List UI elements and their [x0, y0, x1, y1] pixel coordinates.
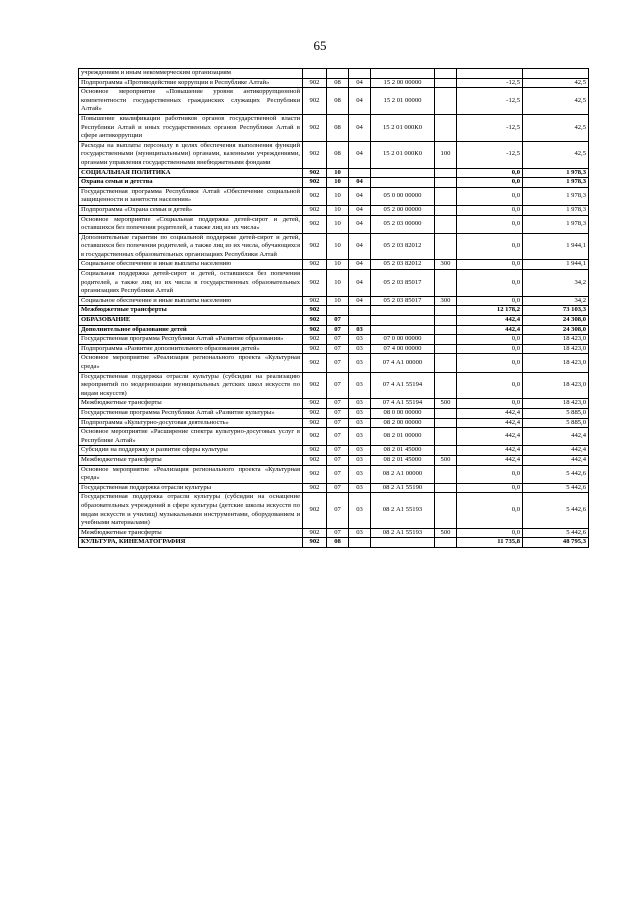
row-amount-total-cell: 73 103,3: [523, 306, 589, 316]
row-target-article-cell: [371, 316, 435, 326]
row-subsection-cell: 03: [349, 465, 371, 483]
row-grbs-cell: 902: [303, 455, 327, 465]
row-grbs-cell: 902: [303, 260, 327, 270]
row-amount-total-cell: 1 944,1: [523, 233, 589, 260]
table-row: [79, 455, 589, 465]
row-grbs-cell: 902: [303, 306, 327, 316]
row-section-cell: [327, 69, 349, 79]
row-subsection-cell: [349, 306, 371, 316]
row-amount-total-cell: 442,4: [523, 428, 589, 446]
row-target-article-cell: [371, 178, 435, 188]
row-target-article-cell: 07 0 00 00000: [371, 335, 435, 345]
row-section-cell: 07: [327, 344, 349, 354]
table-row: [79, 354, 589, 372]
table-row: [79, 344, 589, 354]
row-name-cell: Основное мероприятие «Повышение уровня антикоррупционной компетентности государственных гражданских служащих Республики Алтай»: [79, 88, 303, 115]
row-expense-type-cell: [435, 114, 457, 141]
row-subsection-cell: 03: [349, 354, 371, 372]
row-expense-type-cell: [435, 428, 457, 446]
row-section-cell: 07: [327, 408, 349, 418]
row-section-cell: 07: [327, 316, 349, 326]
row-amount-change-cell: 0,0: [457, 187, 523, 205]
row-amount-total-cell: 5 442,6: [523, 528, 589, 538]
row-amount-total-cell: 1 978,3: [523, 168, 589, 178]
row-subsection-cell: 03: [349, 408, 371, 418]
row-subsection-cell: 03: [349, 493, 371, 528]
row-target-article-cell: 05 2 03 85017: [371, 270, 435, 297]
row-target-article-cell: [371, 168, 435, 178]
row-amount-total-cell: 24 308,0: [523, 316, 589, 326]
row-section-cell: 08: [327, 78, 349, 88]
row-name-cell: Государственная поддержка отрасли культуры (субсидии на оснащение образовательных учреждений в сфере культуры (детские школы искусств по видам искусств и училищ) музыкальными инструментами, оборудованием и учебными материалами): [79, 493, 303, 528]
row-subsection-cell: [349, 316, 371, 326]
row-target-article-cell: 08 2 А1 00000: [371, 465, 435, 483]
row-grbs-cell: 902: [303, 205, 327, 215]
row-subsection-cell: 04: [349, 187, 371, 205]
row-target-article-cell: [371, 325, 435, 335]
row-expense-type-cell: 500: [435, 399, 457, 409]
row-target-article-cell: 15 2 01 000К0: [371, 114, 435, 141]
table-row: [79, 446, 589, 456]
row-grbs-cell: 902: [303, 296, 327, 306]
row-subsection-cell: 04: [349, 88, 371, 115]
row-subsection-cell: 04: [349, 233, 371, 260]
row-subsection-cell: 04: [349, 296, 371, 306]
row-amount-total-cell: 18 423,0: [523, 399, 589, 409]
row-grbs-cell: 902: [303, 538, 327, 548]
row-subsection-cell: 04: [349, 215, 371, 233]
row-amount-change-cell: 0,0: [457, 215, 523, 233]
row-section-cell: 07: [327, 418, 349, 428]
row-amount-total-cell: 18 423,0: [523, 354, 589, 372]
row-target-article-cell: 15 2 01 00000: [371, 88, 435, 115]
row-target-article-cell: 05 2 03 85017: [371, 296, 435, 306]
row-target-article-cell: 15 2 01 000К0: [371, 141, 435, 168]
row-name-cell: Основное мероприятие «Социальная поддержка детей-сирот и детей, оставшихся без попечения родителей, а также лиц из их числа»: [79, 215, 303, 233]
row-section-cell: 10: [327, 205, 349, 215]
row-name-cell: Субсидии на поддержку и развитие сферы культуры: [79, 446, 303, 456]
row-amount-change-cell: 0,0: [457, 465, 523, 483]
row-grbs-cell: 902: [303, 344, 327, 354]
row-subsection-cell: 03: [349, 418, 371, 428]
row-section-cell: 10: [327, 296, 349, 306]
row-name-cell: Социальное обеспечение и иные выплаты населению: [79, 260, 303, 270]
row-amount-change-cell: 0,0: [457, 483, 523, 493]
table-row: [79, 399, 589, 409]
row-section-cell: 07: [327, 465, 349, 483]
row-name-cell: Государственная поддержка отрасли культуры (субсидии на реализацию мероприятий по модернизации муниципальных детских школ искусств по видам искусств): [79, 372, 303, 399]
row-target-article-cell: 07 4 А1 55194: [371, 399, 435, 409]
row-expense-type-cell: [435, 178, 457, 188]
row-expense-type-cell: [435, 446, 457, 456]
row-amount-change-cell: 0,0: [457, 260, 523, 270]
row-amount-change-cell: -12,5: [457, 78, 523, 88]
row-amount-total-cell: 5 442,6: [523, 493, 589, 528]
row-name-cell: Межбюджетные трансферты: [79, 528, 303, 538]
row-grbs-cell: 902: [303, 325, 327, 335]
row-name-cell: Межбюджетные трансферты: [79, 399, 303, 409]
row-amount-total-cell: 1 978,3: [523, 178, 589, 188]
row-section-cell: 10: [327, 270, 349, 297]
row-name-cell: ОБРАЗОВАНИЕ: [79, 316, 303, 326]
row-grbs-cell: 902: [303, 178, 327, 188]
table-row: [79, 418, 589, 428]
row-expense-type-cell: [435, 316, 457, 326]
table-row: [79, 270, 589, 297]
row-subsection-cell: 03: [349, 455, 371, 465]
row-amount-total-cell: 5 442,6: [523, 483, 589, 493]
table-row: [79, 372, 589, 399]
row-amount-total-cell: 18 423,0: [523, 372, 589, 399]
row-amount-total-cell: 442,4: [523, 455, 589, 465]
row-amount-total-cell: 42,5: [523, 88, 589, 115]
row-amount-total-cell: 1 978,3: [523, 187, 589, 205]
row-expense-type-cell: 300: [435, 260, 457, 270]
row-grbs-cell: 902: [303, 354, 327, 372]
row-amount-change-cell: 0,0: [457, 493, 523, 528]
row-section-cell: 07: [327, 483, 349, 493]
row-grbs-cell: 902: [303, 399, 327, 409]
row-section-cell: 10: [327, 233, 349, 260]
row-amount-total-cell: 1 978,3: [523, 215, 589, 233]
row-amount-change-cell: 0,0: [457, 205, 523, 215]
row-amount-total-cell: 5 885,0: [523, 408, 589, 418]
row-section-cell: 10: [327, 168, 349, 178]
row-section-cell: 10: [327, 178, 349, 188]
row-target-article-cell: 08 2 А1 55193: [371, 528, 435, 538]
row-section-cell: 07: [327, 325, 349, 335]
table-body: [79, 69, 589, 548]
row-amount-total-cell: 5 885,0: [523, 418, 589, 428]
row-expense-type-cell: [435, 538, 457, 548]
row-grbs-cell: 902: [303, 141, 327, 168]
budget-table: [78, 68, 589, 548]
row-grbs-cell: 902: [303, 78, 327, 88]
row-subsection-cell: 04: [349, 114, 371, 141]
row-subsection-cell: [349, 168, 371, 178]
row-expense-type-cell: [435, 493, 457, 528]
row-expense-type-cell: [435, 187, 457, 205]
row-amount-change-cell: 0,0: [457, 270, 523, 297]
row-amount-total-cell: 42,5: [523, 114, 589, 141]
row-section-cell: 08: [327, 141, 349, 168]
row-name-cell: Охрана семьи и детства: [79, 178, 303, 188]
row-grbs-cell: 902: [303, 428, 327, 446]
table-row: [79, 306, 589, 316]
row-name-cell: Расходы на выплаты персоналу в целях обеспечения выполнения функций государственными (муниципальными) органами, казенными учреждениями, органами управления государственными внебюджетными фондами: [79, 141, 303, 168]
row-name-cell: Государственная программа Республики Алтай «Обеспечение социальной защищенности и занятости населения»: [79, 187, 303, 205]
row-subsection-cell: 03: [349, 344, 371, 354]
row-subsection-cell: [349, 538, 371, 548]
row-amount-change-cell: 0,0: [457, 354, 523, 372]
row-name-cell: Социальное обеспечение и иные выплаты населению: [79, 296, 303, 306]
row-name-cell: Дополнительные гарантии по социальной поддержке детей-сирот и детей, оставшихся без попечения родителей, а также лиц из их числа, обучающихся в государственных образовательных организациях Республики Алтай: [79, 233, 303, 260]
row-subsection-cell: 03: [349, 528, 371, 538]
row-section-cell: 10: [327, 187, 349, 205]
row-target-article-cell: 08 2 А1 55193: [371, 493, 435, 528]
row-amount-change-cell: 0,0: [457, 528, 523, 538]
row-subsection-cell: 04: [349, 78, 371, 88]
row-grbs-cell: [303, 69, 327, 79]
row-name-cell: Подпрограмма «Охрана семьи и детей»: [79, 205, 303, 215]
row-target-article-cell: 05 2 00 00000: [371, 205, 435, 215]
row-amount-change-cell: 0,0: [457, 296, 523, 306]
row-amount-change-cell: 0,0: [457, 168, 523, 178]
row-target-article-cell: [371, 306, 435, 316]
row-expense-type-cell: 500: [435, 455, 457, 465]
row-expense-type-cell: 500: [435, 528, 457, 538]
row-section-cell: 08: [327, 114, 349, 141]
row-grbs-cell: 902: [303, 168, 327, 178]
row-expense-type-cell: [435, 465, 457, 483]
table-row: [79, 483, 589, 493]
row-grbs-cell: 902: [303, 215, 327, 233]
row-amount-change-cell: 0,0: [457, 344, 523, 354]
row-section-cell: 07: [327, 428, 349, 446]
row-section-cell: 07: [327, 372, 349, 399]
row-subsection-cell: 03: [349, 399, 371, 409]
row-target-article-cell: 08 2 01 45000: [371, 455, 435, 465]
row-target-article-cell: 07 4 00 00000: [371, 344, 435, 354]
row-amount-change-cell: 11 735,8: [457, 538, 523, 548]
table-row: [79, 205, 589, 215]
row-section-cell: 10: [327, 215, 349, 233]
row-expense-type-cell: [435, 344, 457, 354]
row-grbs-cell: 902: [303, 316, 327, 326]
row-subsection-cell: 04: [349, 178, 371, 188]
row-target-article-cell: [371, 538, 435, 548]
row-subsection-cell: 03: [349, 483, 371, 493]
table-row: [79, 69, 589, 79]
row-target-article-cell: 05 0 00 00000: [371, 187, 435, 205]
row-amount-change-cell: 442,4: [457, 428, 523, 446]
row-grbs-cell: 902: [303, 88, 327, 115]
row-amount-total-cell: 42,5: [523, 78, 589, 88]
table-row: [79, 114, 589, 141]
row-section-cell: 07: [327, 528, 349, 538]
row-amount-total-cell: 18 423,0: [523, 344, 589, 354]
row-grbs-cell: 902: [303, 483, 327, 493]
row-amount-change-cell: 442,4: [457, 418, 523, 428]
row-name-cell: Основное мероприятие «Реализация регионального проекта «Культурная среда»: [79, 465, 303, 483]
row-grbs-cell: 902: [303, 187, 327, 205]
row-expense-type-cell: [435, 306, 457, 316]
row-amount-change-cell: 442,4: [457, 408, 523, 418]
row-amount-total-cell: [523, 69, 589, 79]
table-row: [79, 141, 589, 168]
row-target-article-cell: 07 4 А1 55194: [371, 372, 435, 399]
row-name-cell: Социальная поддержка детей-сирот и детей, оставшихся без попечения родителей, а также лиц из их числа в государственных образовательных организациях Республики Алтай: [79, 270, 303, 297]
row-name-cell: Дополнительное образование детей: [79, 325, 303, 335]
row-grbs-cell: 902: [303, 418, 327, 428]
row-section-cell: 08: [327, 538, 349, 548]
table-row: [79, 233, 589, 260]
row-grbs-cell: 902: [303, 408, 327, 418]
row-grbs-cell: 902: [303, 270, 327, 297]
row-amount-total-cell: 5 442,6: [523, 465, 589, 483]
row-section-cell: 07: [327, 335, 349, 345]
row-amount-change-cell: 0,0: [457, 178, 523, 188]
table-row: [79, 428, 589, 446]
row-amount-change-cell: 12 178,2: [457, 306, 523, 316]
row-target-article-cell: 15 2 00 00000: [371, 78, 435, 88]
table-row: [79, 493, 589, 528]
row-expense-type-cell: 100: [435, 141, 457, 168]
row-name-cell: Подпрограмма «Культурно-досуговая деятельность»: [79, 418, 303, 428]
row-subsection-cell: 03: [349, 335, 371, 345]
table-row: [79, 187, 589, 205]
row-name-cell: учреждениям и иным некоммерческим организациям: [79, 69, 303, 79]
table-row: [79, 215, 589, 233]
row-amount-change-cell: 442,4: [457, 455, 523, 465]
row-amount-change-cell: -12,5: [457, 114, 523, 141]
row-grbs-cell: 902: [303, 528, 327, 538]
table-row: [79, 408, 589, 418]
row-expense-type-cell: [435, 233, 457, 260]
row-amount-change-cell: 442,4: [457, 316, 523, 326]
row-subsection-cell: 04: [349, 270, 371, 297]
row-expense-type-cell: [435, 88, 457, 115]
row-target-article-cell: [371, 69, 435, 79]
row-expense-type-cell: [435, 372, 457, 399]
row-target-article-cell: 08 2 00 00000: [371, 418, 435, 428]
row-expense-type-cell: [435, 335, 457, 345]
row-target-article-cell: 05 2 03 00000: [371, 215, 435, 233]
row-amount-total-cell: 34,2: [523, 270, 589, 297]
row-expense-type-cell: [435, 215, 457, 233]
row-grbs-cell: 902: [303, 493, 327, 528]
row-expense-type-cell: 300: [435, 296, 457, 306]
row-grbs-cell: 902: [303, 465, 327, 483]
row-target-article-cell: 08 2 А1 55190: [371, 483, 435, 493]
row-name-cell: Государственная программа Республики Алтай «Развитие культуры»: [79, 408, 303, 418]
row-target-article-cell: 08 2 01 45000: [371, 446, 435, 456]
table-row: [79, 260, 589, 270]
row-amount-change-cell: 0,0: [457, 233, 523, 260]
row-amount-change-cell: 0,0: [457, 399, 523, 409]
row-name-cell: Основное мероприятие «Расширение спектра культурно-досуговых услуг в Республике Алтай»: [79, 428, 303, 446]
table-row: [79, 465, 589, 483]
row-section-cell: [327, 306, 349, 316]
row-amount-total-cell: 1 978,3: [523, 205, 589, 215]
row-subsection-cell: 04: [349, 205, 371, 215]
row-target-article-cell: 08 0 00 00000: [371, 408, 435, 418]
row-subsection-cell: 03: [349, 325, 371, 335]
row-subsection-cell: [349, 69, 371, 79]
row-section-cell: 10: [327, 260, 349, 270]
row-name-cell: Повышение квалификации работников органов государственной власти Республики Алтай и иных государственных органов Республики Алтай в сфере антикоррупции: [79, 114, 303, 141]
row-subsection-cell: 03: [349, 428, 371, 446]
row-section-cell: 07: [327, 446, 349, 456]
table-row: [79, 168, 589, 178]
row-subsection-cell: 03: [349, 372, 371, 399]
row-grbs-cell: 902: [303, 114, 327, 141]
row-amount-change-cell: 442,4: [457, 446, 523, 456]
row-expense-type-cell: [435, 168, 457, 178]
row-name-cell: Основное мероприятие «Реализация регионального проекта «Культурная среда»: [79, 354, 303, 372]
row-grbs-cell: 902: [303, 446, 327, 456]
row-section-cell: 07: [327, 354, 349, 372]
row-amount-change-cell: -12,5: [457, 141, 523, 168]
row-section-cell: 07: [327, 399, 349, 409]
row-amount-change-cell: -12,5: [457, 88, 523, 115]
row-amount-total-cell: 34,2: [523, 296, 589, 306]
row-expense-type-cell: [435, 205, 457, 215]
row-expense-type-cell: [435, 69, 457, 79]
row-subsection-cell: 04: [349, 141, 371, 168]
row-amount-change-cell: 0,0: [457, 372, 523, 399]
row-grbs-cell: 902: [303, 233, 327, 260]
row-grbs-cell: 902: [303, 335, 327, 345]
row-amount-change-cell: 0,0: [457, 335, 523, 345]
row-target-article-cell: 07 4 А1 00000: [371, 354, 435, 372]
row-target-article-cell: 08 2 01 00000: [371, 428, 435, 446]
row-section-cell: 07: [327, 455, 349, 465]
row-name-cell: Межбюджетные трансферты: [79, 455, 303, 465]
row-amount-change-cell: 442,4: [457, 325, 523, 335]
row-name-cell: Подпрограмма «Противодействие коррупции в Республике Алтай»: [79, 78, 303, 88]
row-expense-type-cell: [435, 78, 457, 88]
row-expense-type-cell: [435, 270, 457, 297]
row-subsection-cell: 04: [349, 260, 371, 270]
page-number: 65: [313, 38, 327, 53]
table-row: [79, 88, 589, 115]
row-amount-change-cell: [457, 69, 523, 79]
table-row: [79, 178, 589, 188]
table-row: [79, 335, 589, 345]
row-name-cell: Государственная программа Республики Алтай «Развитие образования»: [79, 335, 303, 345]
table-row: [79, 78, 589, 88]
table-row: [79, 296, 589, 306]
row-name-cell: Подпрограмма «Развитие дополнительного образования детей»: [79, 344, 303, 354]
row-amount-total-cell: 18 423,0: [523, 335, 589, 345]
row-target-article-cell: 05 2 03 82012: [371, 260, 435, 270]
row-amount-total-cell: 42,5: [523, 141, 589, 168]
row-section-cell: 08: [327, 88, 349, 115]
row-expense-type-cell: [435, 418, 457, 428]
table-row: [79, 538, 589, 548]
row-subsection-cell: 03: [349, 446, 371, 456]
row-target-article-cell: 05 2 03 82012: [371, 233, 435, 260]
row-grbs-cell: 902: [303, 372, 327, 399]
row-expense-type-cell: [435, 408, 457, 418]
row-amount-total-cell: 24 308,0: [523, 325, 589, 335]
row-expense-type-cell: [435, 354, 457, 372]
row-amount-total-cell: 48 795,3: [523, 538, 589, 548]
row-expense-type-cell: [435, 483, 457, 493]
table-row: [79, 325, 589, 335]
row-name-cell: КУЛЬТУРА, КИНЕМАТОГРАФИЯ: [79, 538, 303, 548]
table-row: [79, 528, 589, 538]
row-name-cell: Межбюджетные трансферты: [79, 306, 303, 316]
row-name-cell: СОЦИАЛЬНАЯ ПОЛИТИКА: [79, 168, 303, 178]
row-name-cell: Государственная поддержка отрасли культуры: [79, 483, 303, 493]
row-amount-total-cell: 1 944,1: [523, 260, 589, 270]
table-row: [79, 316, 589, 326]
row-section-cell: 07: [327, 493, 349, 528]
row-expense-type-cell: [435, 325, 457, 335]
row-amount-total-cell: 442,4: [523, 446, 589, 456]
